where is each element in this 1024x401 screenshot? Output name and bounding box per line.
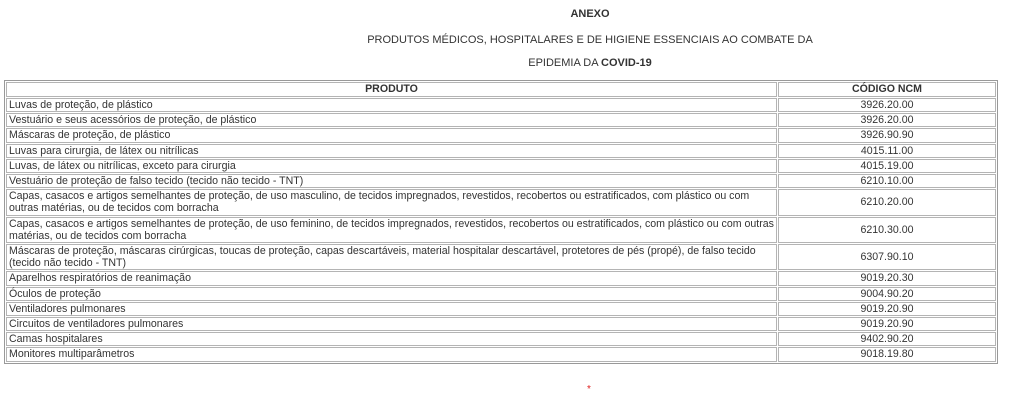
annex-title: ANEXO: [570, 8, 610, 20]
product-cell: Monitores multiparâmetros: [6, 347, 777, 361]
table-row: [6, 217, 996, 243]
ncm-code-cell: 6307.90.10: [778, 244, 996, 270]
table-row: [6, 347, 996, 361]
table-row: [6, 113, 996, 127]
table-header-row: [6, 82, 996, 97]
product-cell: Circuitos de ventiladores pulmonares: [6, 317, 777, 331]
product-cell: Luvas de proteção, de plástico: [6, 98, 777, 112]
ncm-code-cell: 9019.20.90: [778, 302, 996, 316]
table-row: [6, 302, 996, 316]
table-row: [6, 98, 996, 112]
annex-subtitle-line1: PRODUTOS MÉDICOS, HOSPITALARES E DE HIGIENE ESSENCIAIS AO COMBATE DA: [367, 34, 813, 46]
ncm-code-cell: 9018.19.80: [778, 347, 996, 361]
ncm-code-cell: 9019.20.30: [778, 271, 996, 285]
products-table-frame: [4, 80, 998, 364]
product-cell: Vestuário e seus acessórios de proteção, de plástico: [6, 113, 777, 127]
product-cell: Vestuário de proteção de falso tecido (tecido não tecido - TNT): [6, 174, 777, 188]
product-cell: Capas, casacos e artigos semelhantes de proteção, de uso feminino, de tecidos impregnados, revestidos, recobertos ou estratificados, com plástico ou com outras matérias, ou de tecidos com borracha: [6, 217, 777, 243]
header-produto: PRODUTO: [6, 82, 777, 97]
ncm-code-cell: 4015.11.00: [778, 144, 996, 158]
table-row: [6, 271, 996, 285]
ncm-code-cell: 3926.20.00: [778, 98, 996, 112]
table-row: [6, 159, 996, 173]
ncm-code-cell: 6210.20.00: [778, 189, 996, 215]
product-cell: Óculos de proteção: [6, 287, 777, 301]
ncm-code-cell: 6210.10.00: [778, 174, 996, 188]
subtitle-prefix: EPIDEMIA DA: [528, 57, 601, 69]
product-cell: Luvas, de látex ou nitrílicas, exceto para cirurgia: [6, 159, 777, 173]
product-cell: Luvas para cirurgia, de látex ou nitrílicas: [6, 144, 777, 158]
ncm-code-cell: 3926.20.00: [778, 113, 996, 127]
ncm-code-cell: 3926.90.90: [778, 128, 996, 142]
table-row: [6, 287, 996, 301]
product-cell: Máscaras de proteção, máscaras cirúrgicas, toucas de proteção, capas descartáveis, material hospitalar descartável, protetores de pés (propé), de falso tecido (tecido não tecido - TNT): [6, 244, 777, 270]
table-row: [6, 128, 996, 142]
ncm-code-cell: 9019.20.90: [778, 317, 996, 331]
annex-subtitle-line2: [0, 57, 1024, 69]
ncm-code-cell: 4015.19.00: [778, 159, 996, 173]
ncm-code-cell: 6210.30.00: [778, 217, 996, 243]
table-row: [6, 332, 996, 346]
ncm-code-cell: 9004.90.20: [778, 287, 996, 301]
product-cell: Aparelhos respiratórios de reanimação: [6, 271, 777, 285]
subtitle-bold: COVID-19: [601, 57, 652, 69]
table-row: [6, 144, 996, 158]
product-cell: Capas, casacos e artigos semelhantes de proteção, de uso masculino, de tecidos impregnados, revestidos, recobertos ou estratificados, com plástico ou com outras matérias, ou de tecidos com borracha: [6, 189, 777, 215]
table-row: [6, 317, 996, 331]
table-row: [6, 189, 996, 215]
table-row: [6, 244, 996, 270]
products-table: [5, 81, 997, 363]
product-cell: Máscaras de proteção, de plástico: [6, 128, 777, 142]
product-cell: Camas hospitalares: [6, 332, 777, 346]
ncm-code-cell: 9402.90.20: [778, 332, 996, 346]
footnote-asterisk: *: [587, 384, 591, 395]
product-cell: Ventiladores pulmonares: [6, 302, 777, 316]
table-row: [6, 174, 996, 188]
header-codigo-ncm: CÓDIGO NCM: [778, 82, 996, 97]
